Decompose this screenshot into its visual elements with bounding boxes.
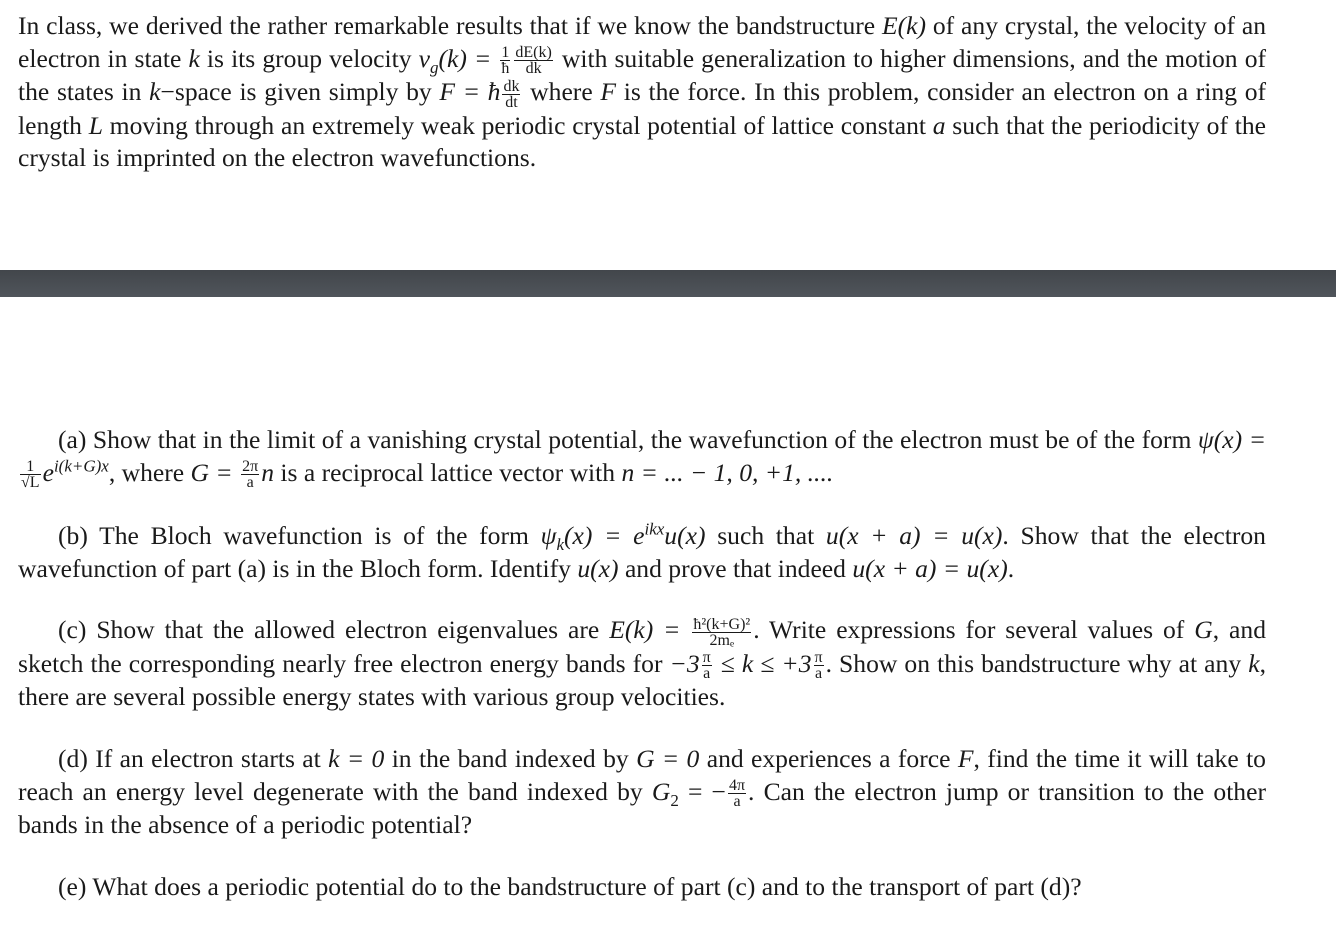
part-b-text: . bbox=[1007, 553, 1015, 583]
n-symbol: n bbox=[261, 457, 274, 487]
n-values: n = ... − 1, 0, +1, .... bbox=[621, 457, 834, 487]
part-b-text: and prove that indeed bbox=[618, 553, 853, 583]
g-symbol: G bbox=[1194, 615, 1213, 644]
part-d-paragraph bbox=[18, 743, 1266, 842]
intro-paragraph bbox=[18, 10, 1266, 175]
k-symbol: k bbox=[188, 43, 200, 73]
lattice-constant-symbol: a bbox=[932, 110, 946, 140]
fraction-one-over-sqrt-L: $\frac{1}{√L}$ bbox=[21, 458, 40, 492]
intro-text: is the force. In this problem, consider an electron on a ring of length bbox=[18, 77, 1267, 140]
g-equation: G = bbox=[190, 457, 240, 487]
bloch-expression: (x) = e bbox=[564, 521, 645, 550]
part-a-text: (a) Show that in the limit of a vanishing crystal potential, the wavefunction of the electron must be of the form bbox=[58, 425, 1198, 454]
exp-superscript: i(k+G)x bbox=[53, 455, 109, 475]
part-d-text: (d) If an electron starts at bbox=[58, 744, 329, 773]
fraction-4pi-over-a: $\frac{4\pi}{a}$ bbox=[728, 777, 746, 811]
psi-symbol: ψ(x) = bbox=[1197, 425, 1266, 454]
part-d-text: . Can the electron jump or transition to the other bands in the absence of a periodic potential? bbox=[18, 776, 1266, 840]
velocity-argument: (k) = bbox=[438, 43, 499, 73]
fraction-one-over-hbar: $\frac{1}{ħ}$ bbox=[501, 44, 510, 78]
part-b-text: such that bbox=[705, 521, 826, 550]
fraction-pi-over-a: $\frac{\pi}{a}$ bbox=[814, 649, 823, 683]
part-c-paragraph bbox=[18, 614, 1266, 714]
psi-symbol: ψ bbox=[540, 521, 557, 550]
part-e-text: (e) What does a periodic potential do to the bandstructure of part (c) and to the transport of part (d)? bbox=[58, 872, 1082, 901]
psi-subscript: k bbox=[556, 535, 565, 555]
divider-bar bbox=[0, 270, 1336, 297]
part-a-paragraph bbox=[18, 424, 1266, 490]
length-symbol: L bbox=[88, 110, 103, 140]
part-c-text: . Write expressions for several values of bbox=[753, 615, 1195, 644]
range-lower: −3 bbox=[669, 648, 700, 678]
fraction-energy: $\frac{\text{ħ²(k+G)²}}{\text{2mₑ}}$ bbox=[693, 615, 751, 649]
periodicity-equation: u(x + a) = u(x) bbox=[825, 521, 1003, 550]
part-d-text: in the band indexed by bbox=[384, 744, 637, 773]
intro-text: of any crystal, the velocity of an electron in state bbox=[18, 11, 1266, 73]
part-d-text: and experiences a force bbox=[699, 744, 958, 773]
force-symbol: F bbox=[600, 77, 617, 107]
intro-text: is its group velocity bbox=[199, 43, 419, 73]
k-symbol: k bbox=[149, 77, 161, 107]
u-function: u(x) bbox=[577, 553, 619, 583]
range-middle: ≤ k ≤ +3 bbox=[713, 648, 812, 678]
intro-text: such that the periodicity of the crystal is imprinted on the electron wavefunctions. bbox=[18, 110, 1266, 173]
intro-text: In class, we derived the rather remarkable results that if we know the bandstructure bbox=[18, 11, 882, 40]
exp-superscript: ikx bbox=[644, 519, 665, 539]
u-function: u(x) bbox=[664, 521, 706, 550]
g2-equals: = − bbox=[678, 776, 726, 806]
intro-text: moving through an extremely weak periodic crystal potential of lattice constant bbox=[102, 110, 933, 140]
velocity-subscript: g bbox=[430, 57, 439, 77]
energy-symbol: E(k) bbox=[881, 11, 927, 40]
part-c-text: , and sketch the corresponding nearly free electron energy bands for bbox=[18, 615, 1266, 678]
fraction-2pi-over-a: $\frac{2\pi}{a}$ bbox=[242, 458, 259, 492]
part-d-text: , find the time it will take to reach an energy level degenerate with the band indexed by bbox=[18, 744, 1266, 806]
intro-text: −space is given simply by bbox=[160, 77, 440, 107]
velocity-symbol: v bbox=[418, 43, 431, 73]
fraction-dE-dk: $\frac{dE(k)}{dk}$ bbox=[515, 44, 552, 78]
k-symbol: k bbox=[1248, 648, 1260, 678]
g2-symbol: G bbox=[651, 776, 671, 806]
part-c-text: , there are several possible energy states with various group velocities. bbox=[18, 648, 1266, 712]
g2-subscript: 2 bbox=[670, 790, 679, 810]
part-a-text: , where bbox=[108, 457, 191, 487]
part-a-text: is a reciprocal lattice vector with bbox=[273, 457, 622, 487]
part-b-text: (b) The Bloch wavefunction is of the form bbox=[58, 521, 541, 550]
exp-base: e bbox=[42, 457, 54, 487]
part-b-text: . Show that the electron wavefunction of part (a) is in the Bloch form. Identify bbox=[18, 521, 1266, 583]
part-c-text: . Show on this bandstructure why at any bbox=[825, 648, 1249, 678]
intro-text: with suitable generalization to higher dimensions, and the motion of the states in bbox=[18, 43, 1267, 107]
force-symbol: F bbox=[957, 744, 974, 773]
energy-equation: E(k) = bbox=[609, 615, 691, 644]
fraction-dk-dt: $\frac{dk}{dt}$ bbox=[503, 77, 520, 111]
intro-text: where bbox=[522, 77, 601, 107]
part-c-text: (c) Show that the allowed electron eigenvalues are bbox=[58, 615, 610, 644]
force-equation: F = ħ bbox=[439, 77, 501, 107]
g-zero: G = 0 bbox=[636, 744, 700, 773]
part-b-paragraph bbox=[18, 520, 1266, 585]
fraction-pi-over-a: $\frac{\pi}{a}$ bbox=[702, 649, 711, 683]
periodicity-equation: u(x + a) = u(x) bbox=[852, 553, 1008, 583]
part-e-paragraph bbox=[18, 871, 1266, 904]
k-zero: k = 0 bbox=[328, 744, 385, 773]
